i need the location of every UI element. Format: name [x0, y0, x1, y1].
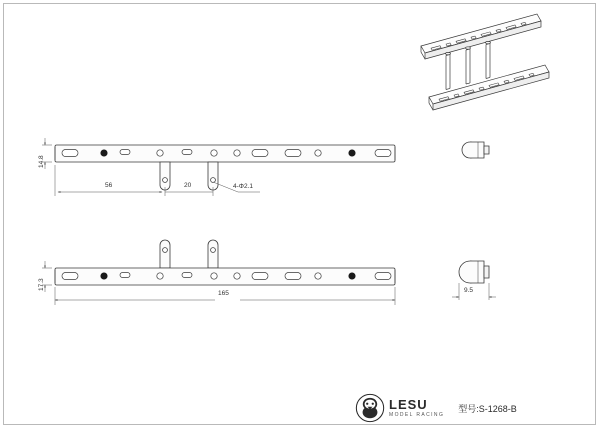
dim-span-20: 20	[184, 182, 192, 189]
side-view-group	[459, 142, 489, 283]
dim-side-width: 9.5	[464, 287, 474, 294]
front-view-group	[55, 240, 395, 285]
dim-height-bottom: 17.3	[38, 278, 45, 291]
brand-subtitle: MODEL RACING	[389, 411, 445, 418]
iso-view-group	[421, 14, 549, 110]
dim-height-top: 14.8	[38, 155, 45, 168]
brand-text-group	[389, 398, 444, 419]
dim-overall-length: 165	[218, 290, 229, 297]
brand-name: LESU	[389, 396, 428, 412]
lesu-lion-logo-icon	[355, 393, 385, 423]
part-number-label: 型号:S-1268-B	[458, 403, 517, 414]
dim-span-56: 56	[105, 182, 113, 189]
title-block	[355, 392, 555, 424]
dim-hole-callout: 4-Φ2.1	[233, 183, 254, 190]
side-view-dimensions	[452, 283, 496, 300]
